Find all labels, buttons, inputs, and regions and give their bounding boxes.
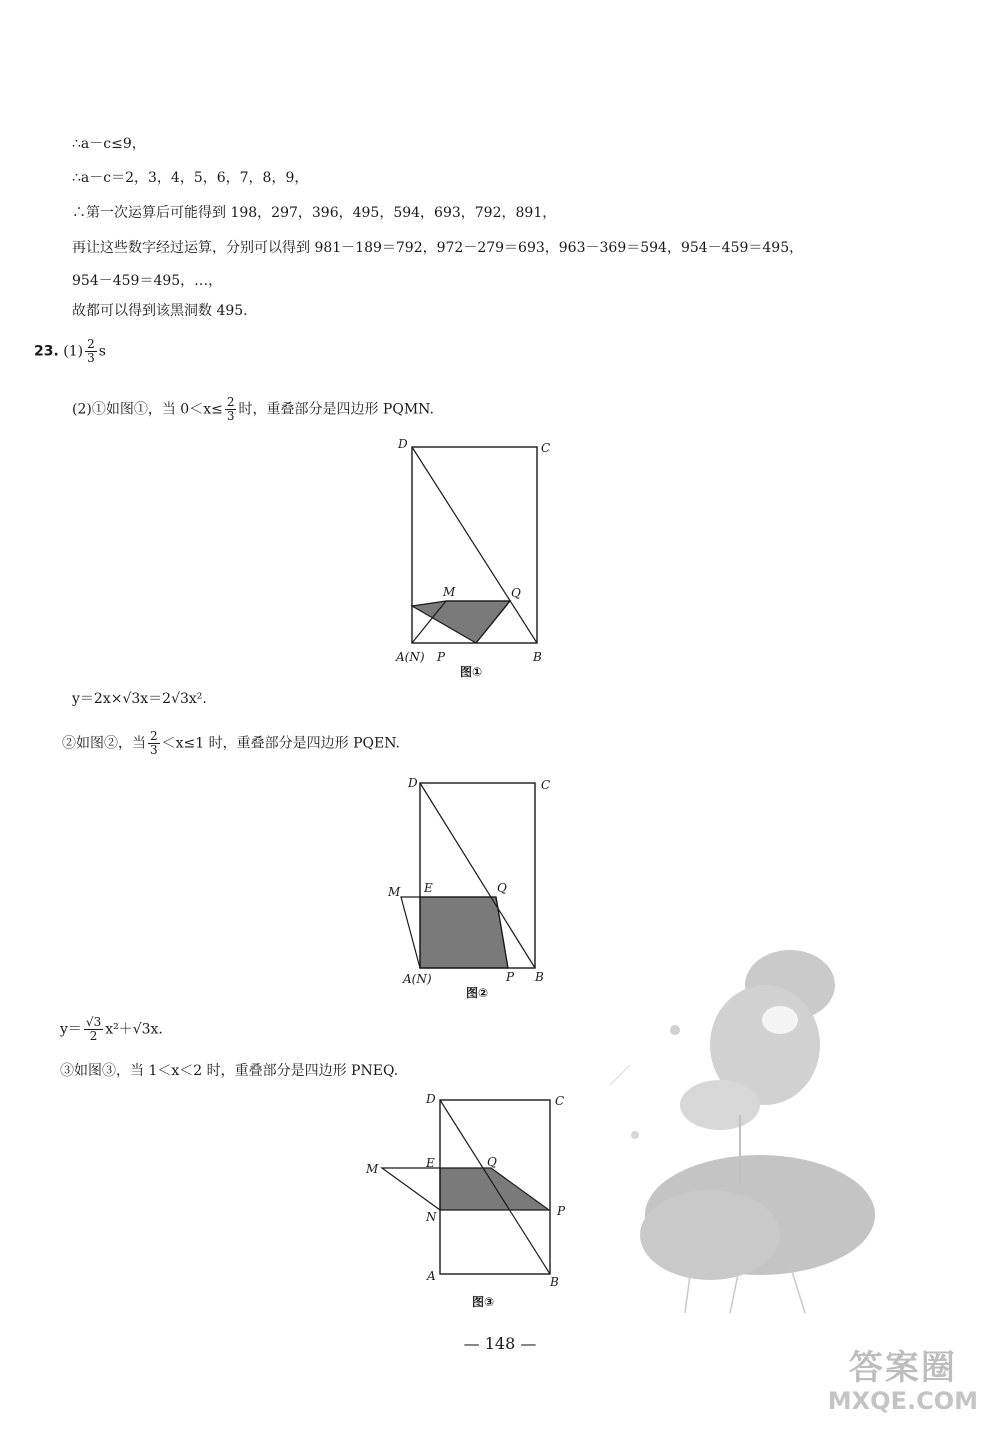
formula2-fraction: $\frac{√3}{2}$ bbox=[85, 1015, 102, 1043]
fig2-label-Q: Q bbox=[497, 881, 507, 895]
fig1-label-Q: Q bbox=[511, 586, 521, 600]
fig3-shaded-overlap bbox=[440, 1168, 549, 1210]
fig3-label-N: N bbox=[426, 1210, 437, 1224]
part1-fraction: $\frac{2}{3}$ bbox=[87, 337, 95, 365]
fig1-caption: 图① bbox=[460, 665, 483, 679]
case2-fraction: $\frac{2}{3}$ bbox=[150, 729, 158, 757]
part1-prefix: (1) bbox=[63, 343, 84, 360]
case1-fraction: $\frac{2}{3}$ bbox=[226, 395, 235, 423]
fig3-label-A: A bbox=[427, 1269, 436, 1283]
fig1-label-AN: A(N) bbox=[396, 650, 425, 664]
fig1-label-C: C bbox=[541, 441, 551, 455]
fig3-label-Q: Q bbox=[487, 1155, 497, 1169]
figure-2 bbox=[380, 772, 560, 1007]
fig3-label-C: C bbox=[555, 1094, 565, 1108]
formula-1: y＝2x×√3x＝2√3x². bbox=[72, 691, 207, 707]
fig3-label-D: D bbox=[426, 1092, 436, 1106]
figure-1 bbox=[390, 436, 560, 681]
watermark-logo bbox=[828, 1348, 978, 1414]
fig3-label-M: M bbox=[366, 1162, 379, 1176]
page-number: — 148 — bbox=[463, 1334, 537, 1353]
fig2-shaded-overlap bbox=[420, 897, 508, 968]
case1-text: (2)①如图①，当 0＜x≤ $\frac{2}{3}$ 时，重叠部分是四边形 PQMN. bbox=[72, 395, 434, 423]
part1-unit: s bbox=[98, 343, 106, 360]
fig3-caption: 图③ bbox=[472, 1295, 495, 1309]
fig2-label-M: M bbox=[388, 885, 401, 899]
fig3-label-P: P bbox=[557, 1204, 566, 1218]
case2-text: ②如图②，当 $\frac{2}{3}$ ＜x≤1 时，重叠部分是四边形 PQEN. bbox=[62, 729, 400, 757]
figure-3 bbox=[360, 1090, 575, 1315]
fig3-label-E: E bbox=[426, 1156, 435, 1170]
fig2-label-D: D bbox=[408, 776, 418, 790]
solution-line-6: 故都可以得到该黑洞数 495. bbox=[72, 303, 248, 319]
fig1-label-P: P bbox=[437, 650, 446, 664]
question-number: 23. bbox=[34, 343, 59, 360]
solution-line-5: 954－459＝495，…， bbox=[72, 273, 223, 289]
solution-line-4: 再让这些数字经过运算，分别可以得到 981－189＝792，972－279＝693，963－369＝594，954－459＝495， bbox=[72, 240, 804, 256]
formula-2: y＝ $\frac{√3}{2}$ x²＋√3x. bbox=[60, 1015, 163, 1043]
fig2-caption: 图② bbox=[466, 986, 489, 1000]
fig2-label-C: C bbox=[541, 778, 551, 792]
fig3-parallelogram-left bbox=[382, 1168, 440, 1210]
fig2-label-B: B bbox=[535, 970, 544, 984]
lotus-illustration bbox=[590, 935, 880, 1315]
solution-line-2: ∴a－c＝2，3，4，5，6，7，8，9， bbox=[72, 170, 309, 186]
watermark-line2: MXQE.COM bbox=[827, 1387, 978, 1415]
q23-part1 bbox=[34, 338, 106, 365]
fig2-label-AN: A(N) bbox=[403, 972, 432, 986]
fig1-label-D: D bbox=[398, 437, 408, 451]
fig1-shaded-overlap bbox=[412, 601, 510, 643]
solution-line-1: ∴a－c≤9， bbox=[72, 136, 146, 152]
fig2-label-P: P bbox=[506, 970, 515, 984]
fig1-label-M: M bbox=[443, 585, 456, 599]
fig2-label-E: E bbox=[424, 881, 433, 895]
solution-line-3: ∴第一次运算后可能得到 198，297，396，495，594，693，792，891， bbox=[72, 205, 557, 221]
case3-text: ③如图③，当 1＜x＜2 时，重叠部分是四边形 PNEQ. bbox=[60, 1063, 399, 1079]
watermark-line1: 答案圈 bbox=[848, 1348, 957, 1388]
fig3-label-B: B bbox=[550, 1275, 559, 1289]
fig1-label-B: B bbox=[533, 650, 542, 664]
